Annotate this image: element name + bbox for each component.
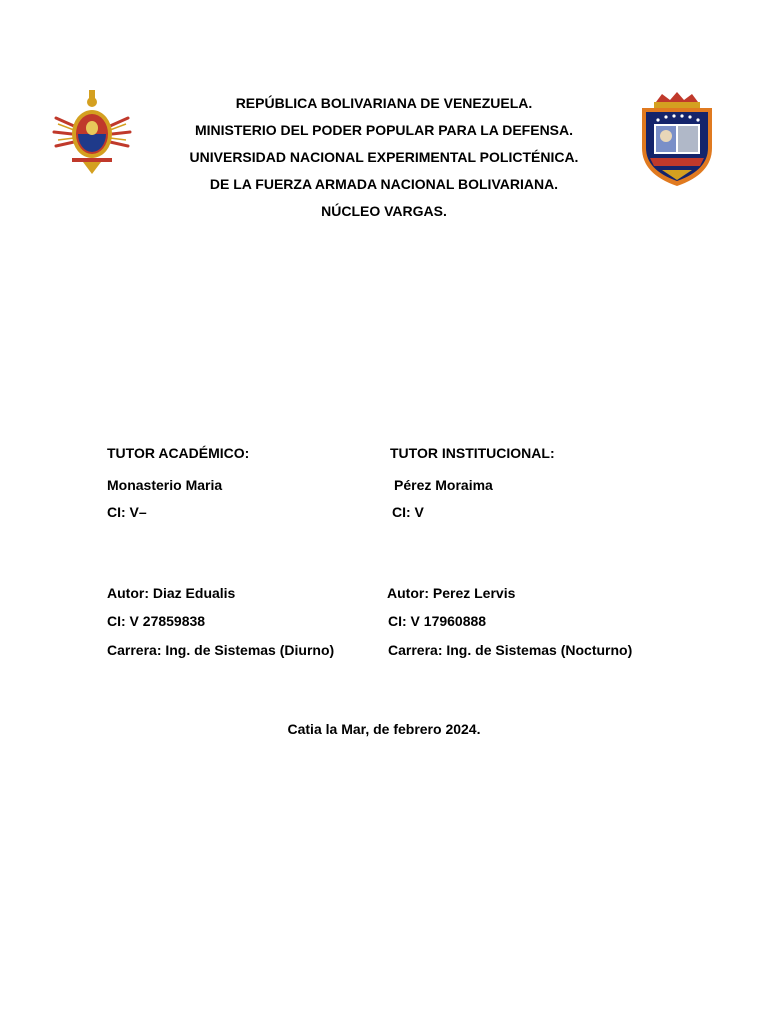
author-1-name: Autor: Diaz Edualis [107,585,236,601]
academic-tutor-ci: CI: V– [107,504,147,520]
unefa-university-shield [638,92,716,188]
header-line-ministry: MINISTERIO DEL PODER POPULAR PARA LA DEFENSA. [194,122,574,138]
author-2-ci: CI: V 17960888 [388,613,487,629]
place-and-date: Catia la Mar, de febrero 2024. [287,721,481,737]
institutional-tutor-ci: CI: V [392,504,424,520]
institutional-tutor-name: Pérez Moraima [394,477,493,493]
author-2-name: Autor: Perez Lervis [387,585,516,601]
header-line-republic: REPÚBLICA BOLIVARIANA DE VENEZUELA. [235,95,533,111]
institutional-tutor-label: TUTOR INSTITUCIONAL: [390,445,555,461]
author-1-career: Carrera: Ing. de Sistemas (Diurno) [107,642,335,658]
author-1-ci: CI: V 27859838 [107,613,206,629]
header-line-armed-forces: DE LA FUERZA ARMADA NACIONAL BOLIVARIANA. [209,176,559,192]
author-2-career: Carrera: Ing. de Sistemas (Nocturno) [388,642,633,658]
header-line-university: UNIVERSIDAD NACIONAL EXPERIMENTAL POLICTÉNICA. [189,149,579,165]
academic-tutor-name: Monasterio Maria [107,477,223,493]
academic-tutor-label: TUTOR ACADÉMICO: [107,445,250,461]
header-line-campus: NÚCLEO VARGAS. [321,203,447,219]
venezuela-coat-of-arms-emblem [52,88,132,180]
institution-header [150,90,618,225]
